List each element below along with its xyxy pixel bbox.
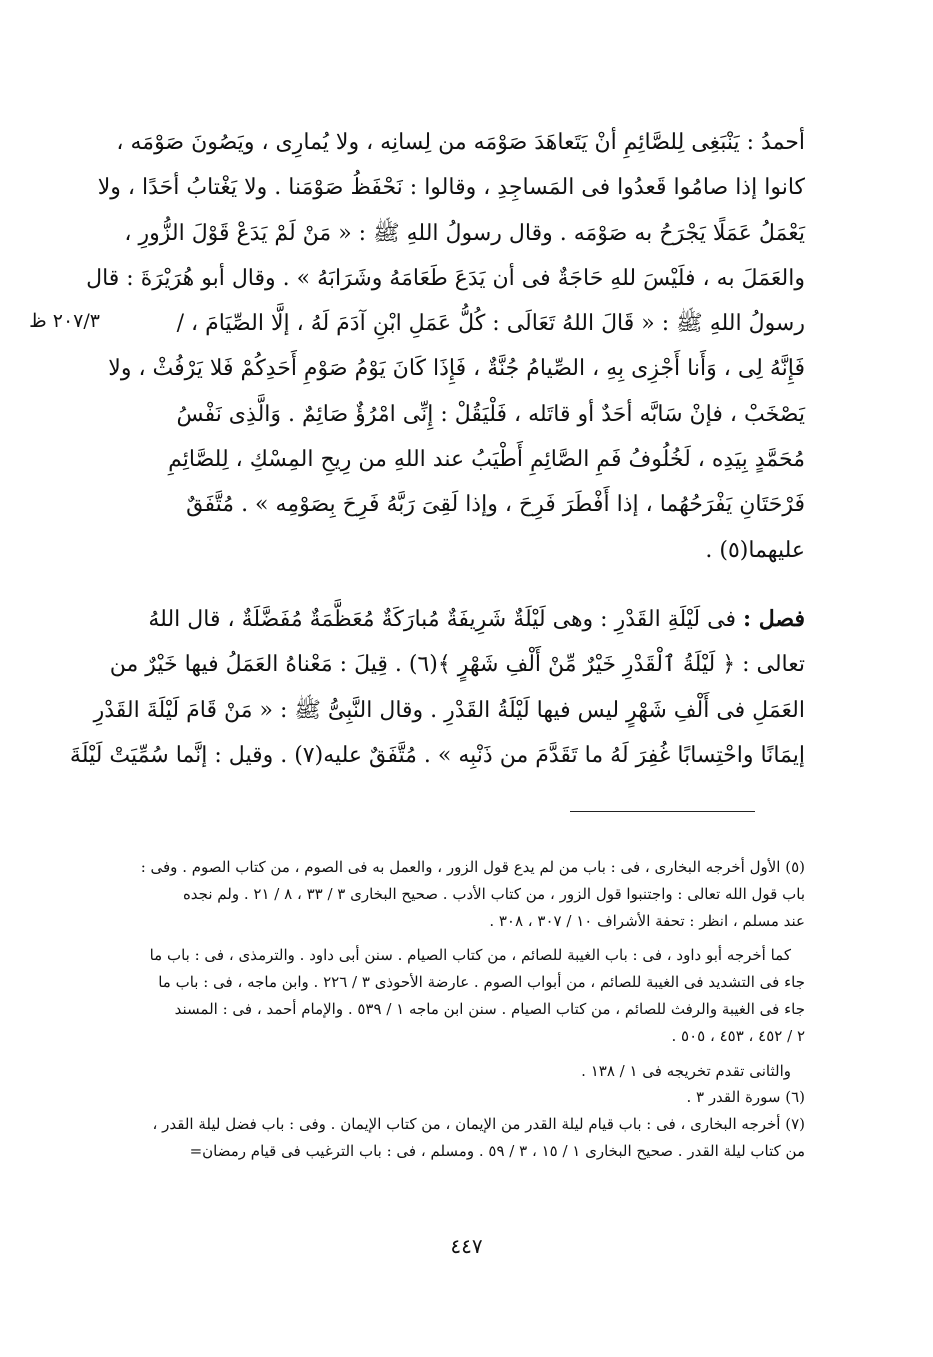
footnote-divider xyxy=(570,811,755,812)
margin-reference: ٢٠٧/٣ ظ xyxy=(29,310,100,332)
footnotes xyxy=(100,854,805,1165)
text-line: إيمَانًا واحْتِسابًا غُفِرَ لَهُ ما تَقَدَّمَ من ذَنْبِه » . مُتَّفَقٌ عليه(٧) . وقيل : إنَّما سُمِّيَتْ لَيْلَةَ xyxy=(69,742,805,768)
footnote-line: ٢ / ٤٥٢ ، ٤٥٣ ، ٥٠٥ . xyxy=(671,1026,805,1045)
footnote xyxy=(100,1111,805,1165)
footnote-line: والثانى تقدم تخريجه فى ١ / ١٣٨ . xyxy=(581,1061,791,1080)
text-line: والعَمَلَ به ، فلَيْسَ للهِ حَاجَةٌ فى أن يَدَعَ طَعَامَهُ وشَرَابَهُ » . وقال أبو هُرَيْرَةَ : قال xyxy=(86,265,805,291)
text-span: فى لَيْلَةِ القَدْرِ : وهى لَيْلَةٌ شَرِيفَةٌ مُبارَكَةٌ مُعَظَّمَةٌ مُفَضَّلَةٌ ، قال اللهُ xyxy=(148,606,743,632)
text-line xyxy=(103,597,805,642)
text-line: يَعْمَلُ عَمَلًا يَجْرَحُ به صَوْمَه . وقال رسولُ اللهِ ﷺ : « مَنْ لَمْ يَدَعْ قَوْلَ الزُّورِ ، xyxy=(124,220,805,246)
footnote-line: عند مسلم ، انظر : تحفة الأشراف ١٠ / ٣٠٧ ، ٣٠٨ . xyxy=(489,911,805,930)
paragraph xyxy=(86,120,805,573)
footnote-line: (٦) سورة القدر ٣ . xyxy=(686,1088,805,1107)
section-heading: فصل : xyxy=(742,605,805,632)
footnote xyxy=(100,854,805,934)
text-line: مُحَمَّدٍ بِيَدِه ، لَخُلُوفُ فَمِ الصَّائِمِ أَطْيَبُ عند اللهِ من رِيحِ المِسْكِ ، لِلصَّائِمِ xyxy=(168,447,805,473)
footnote-line: جاء فى التشديد فى الغيبة للصائم ، من أبواب الصوم . عارضة الأحوذى ٣ / ٢٢٦ . وابن ماجه ، فى : باب ما xyxy=(158,973,805,992)
footnote-line: (٥) الأول أخرجه البخارى ، فى : باب من لم يدع قول الزور ، والعمل به فى الصوم ، من كتاب الصوم . وفى : xyxy=(140,858,805,876)
text-line: يَصْخَبْ ، فإنْ سَابَّه أحَدٌ أو قاتَله ، فَلْيَقُلْ : إِنِّى امْرُؤٌ صَائِمٌ . وَالَّذِى نَفْسُ xyxy=(176,401,805,427)
text-line: تعالى : ﴿ لَيْلَةُ ٱلْقَدْرِ خَيْرٌ مِّنْ أَلْفِ شَهْرٍ ﴾(٦) . قِيلَ : مَعْناهُ العَمَلُ فيها خَيْرٌ من xyxy=(109,652,805,678)
footnote-line: (٧) أخرجه البخارى ، فى : باب قيام ليلة القدر من الإيمان ، من كتاب الإيمان . وفى : باب فضل ليلة القدر ، xyxy=(152,1115,805,1134)
footnote-spacer xyxy=(100,934,805,942)
main-text xyxy=(69,120,805,778)
footnote xyxy=(100,942,805,1049)
text-line: العَمَلِ فى أَلْفِ شَهْرٍ ليس فيها لَيْلَةُ القَدْرِ . وقال النَّبِىُّ ﷺ : « مَنْ قَامَ لَيْلَةَ القَدْرِ xyxy=(93,697,805,723)
footnote-spacer xyxy=(100,1050,805,1058)
text-line: رسولُ اللهِ ﷺ : « قَالَ اللهُ تَعَالَى : كُلُّ عَمَلِ ابْنِ آدَمَ لَهُ ، إلَّا الصِّيَامَ ، / xyxy=(176,311,805,337)
footnote-line: من كتاب ليلة القدر . صحيح البخارى ١ / ١٥ ، ٣ / ٥٩ . ومسلم ، فى : باب الترغيب فى قيام رمضان= xyxy=(189,1141,805,1160)
page-number: ٤٤٧ xyxy=(450,1234,483,1258)
paragraph-spacer xyxy=(103,573,805,597)
footnote-line: جاء فى الغيبة والرفث للصائم ، من كتاب الصيام . سنن ابن ماجه ١ / ٥٣٩ . والإمام أحمد ، فى : المسند xyxy=(174,999,805,1018)
text-line: عليهما(٥) . xyxy=(705,537,805,563)
text-line: فَرْحَتَانِ يَفْرَحُهُما ، إذا أَفْطَرَ فَرِحَ ، وإذا لَقِىَ رَبَّهُ فَرِحَ بِصَوْمِه » . مُتَّفَقٌ xyxy=(186,492,805,518)
paragraph xyxy=(69,597,805,778)
text-line: فَإِنَّهُ لِى ، وَأَنا أَجْزِى بِهِ ، الصِّيامُ جُنَّةٌ ، فَإِذَا كَانَ يَوْمُ صَوْمِ أَحَدِكُمْ فَلا يَرْفُثْ ، ولا xyxy=(108,356,805,382)
text-line: أحمدُ : يَنْبَغِى لِلصَّائِمِ أنْ يَتَعاهَدَ صَوْمَه من لِسانِه ، ولا يُمارِى ، ويَصُونَ صَوْمَه ، xyxy=(116,130,805,155)
footnote-line: باب قول الله تعالى : واجتنبوا قول الزور ، من كتاب الأدب . صحيح البخارى ٣ / ٣٣ ، ٨ / ٢١ . ولم نجده xyxy=(182,884,805,903)
text-line: كانوا إذا صامُوا قَعدُوا فى المَساجِدِ ، وقالوا : نَحْفَظُ صَوْمَنا . ولا يَغْتابُ أحَدًا ، ولا xyxy=(97,175,805,201)
footnote-line: كما أخرجه أبو داود ، فى : باب الغيبة للصائم ، من كتاب الصيام . سنن أبى داود . والترمذى ، فى : باب ما xyxy=(149,946,791,965)
